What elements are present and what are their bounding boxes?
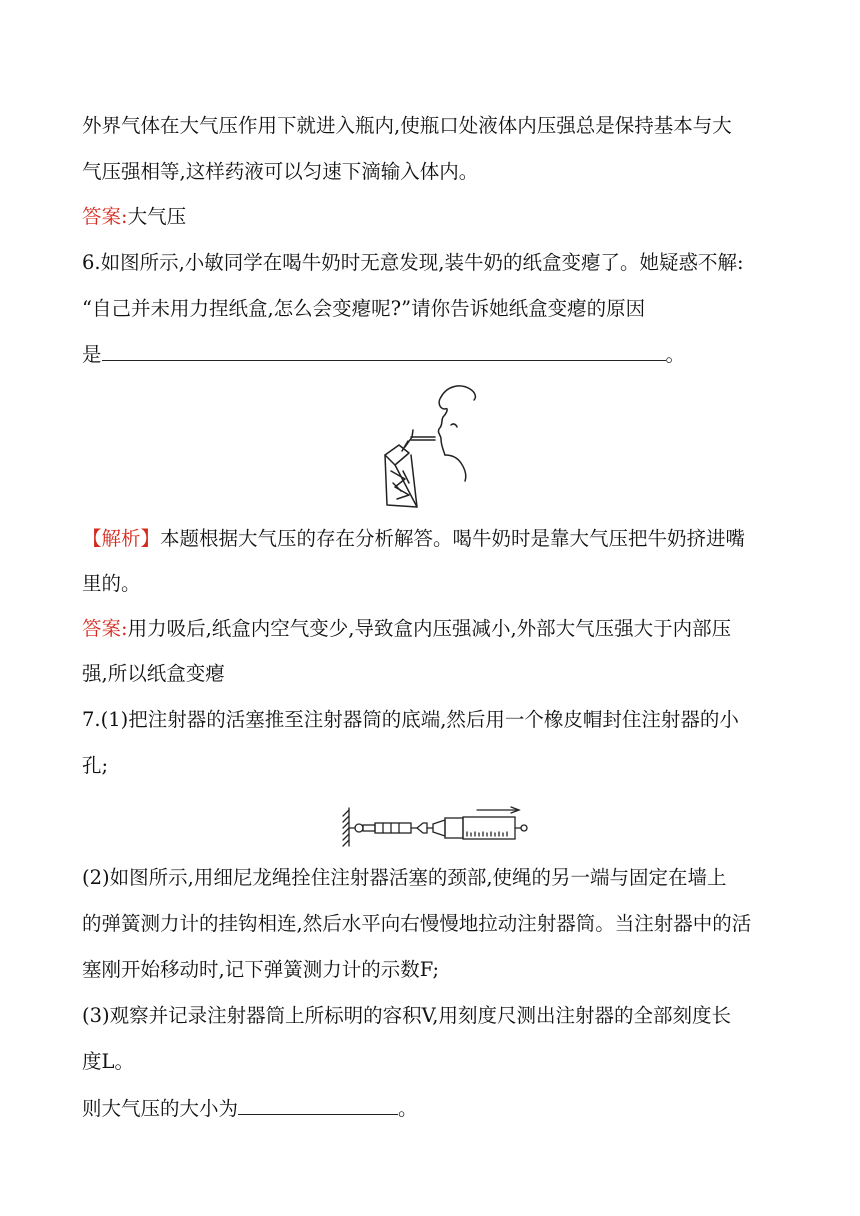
syringe-figure	[335, 802, 535, 852]
answer-line	[82, 615, 731, 643]
question-text: 是	[82, 343, 102, 366]
analysis-line: 里的。	[82, 572, 141, 595]
question-line: “自己并未用力捏纸盒,怎么会变瘪呢?”请你告诉她纸盒变瘪的原因	[82, 297, 646, 320]
question-line: 6.如图所示,小敏同学在喝牛奶时无意发现,装牛奶的纸盒变瘪了。她疑惑不解:	[82, 251, 744, 274]
answer-label: 答案:	[82, 205, 128, 228]
question-text: 则大气压的大小为	[82, 1097, 239, 1120]
answer-line: 强,所以纸盒变瘪	[82, 662, 225, 685]
question-line: 7.(1)把注射器的活塞推至注射器筒的底端,然后用一个橡皮帽封住注射器的小	[82, 708, 739, 731]
question-line: (2)如图所示,用细尼龙绳拴住注射器活塞的颈部,使绳的另一端与固定在墙上	[82, 866, 727, 889]
text-line: 气压强相等,这样药液可以匀速下滴输入体内。	[82, 160, 479, 183]
drinking-milk-figure	[365, 383, 485, 513]
question-line: 孔;	[82, 754, 109, 777]
answer-line	[82, 203, 186, 231]
question-line	[82, 340, 685, 369]
answer-blank	[102, 340, 666, 361]
question-line: 的弹簧测力计的挂钩相连,然后水平向右慢慢地拉动注射器筒。当注射器中的活	[82, 912, 752, 935]
question-line: 度L。	[82, 1050, 134, 1073]
question-line	[82, 1094, 418, 1123]
text-line: 外界气体在大气压作用下就进入瓶内,使瓶口处液体内压强总是保持基本与大	[82, 114, 732, 137]
analysis-line	[82, 525, 745, 553]
answer-text: 用力吸后,纸盒内空气变少,导致盒内压强减小,外部大气压强大于内部压	[127, 617, 732, 640]
question-text: 。	[665, 343, 686, 366]
answer-blank	[238, 1094, 398, 1115]
analysis-tag: 【解析】	[82, 527, 161, 550]
answer-label: 答案:	[82, 617, 128, 640]
question-line: 塞刚开始移动时,记下弹簧测力计的示数F;	[82, 958, 440, 981]
question-line: (3)观察并记录注射器筒上所标明的容积V,用刻度尺测出注射器的全部刻度长	[82, 1004, 731, 1027]
analysis-text: 本题根据大气压的存在分析解答。喝牛奶时是靠大气压把牛奶挤进嘴	[160, 527, 746, 550]
answer-text: 大气压	[127, 205, 187, 228]
question-text: 。	[398, 1097, 418, 1120]
